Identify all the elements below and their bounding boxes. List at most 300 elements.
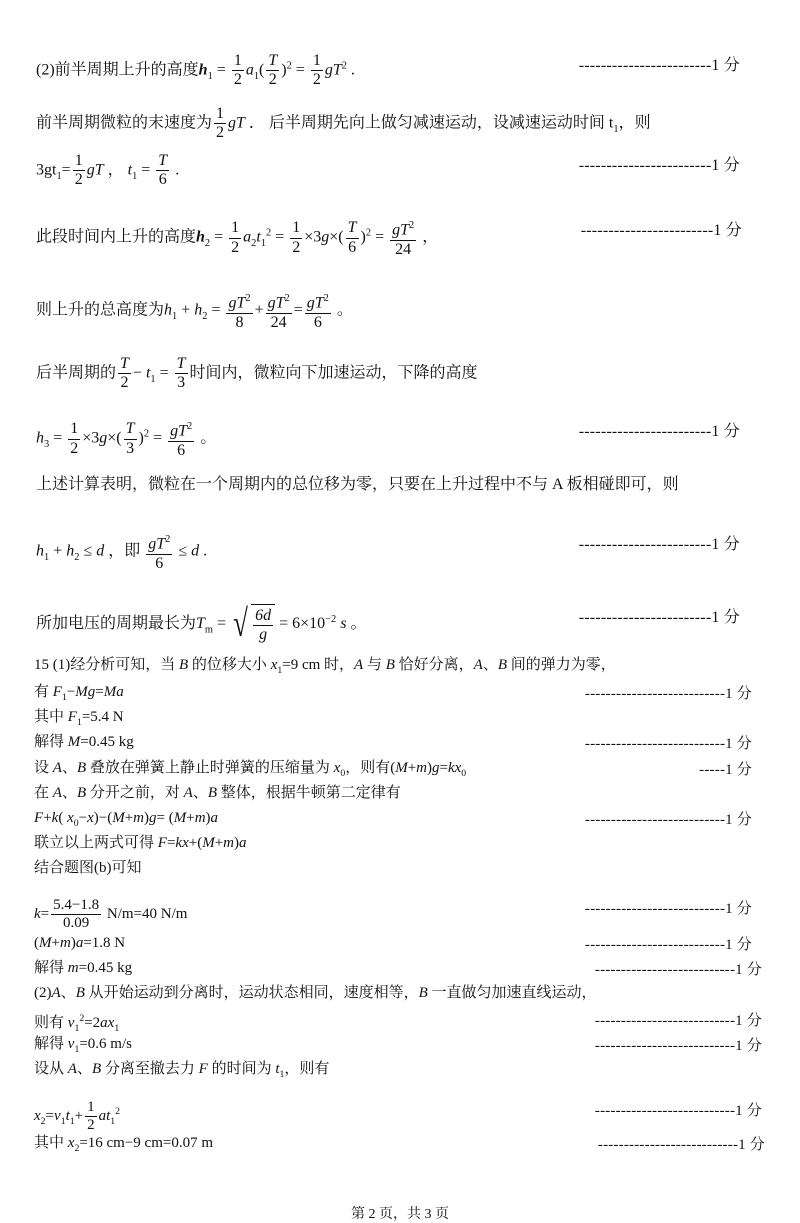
math-var: a — [210, 810, 219, 826]
page-footer: 第 2 页，共 3 页 — [351, 1207, 449, 1222]
math-var: x — [87, 810, 94, 826]
text-run: 24 — [270, 313, 287, 331]
score-mark: ---------------------------1 分 — [584, 736, 752, 752]
denominator — [311, 71, 323, 89]
fraction — [146, 531, 172, 573]
text-run: 结合题图(b)可知 — [34, 860, 142, 876]
text-run: 2 — [233, 71, 242, 89]
text-run: ) — [427, 760, 432, 776]
math-var: gT — [170, 422, 187, 440]
denominator — [267, 71, 279, 89]
text-run: = — [137, 161, 155, 179]
text-run: ，即 — [104, 542, 145, 560]
math-var: m — [194, 810, 206, 826]
score-mark: ---------------------------1 分 — [584, 686, 752, 702]
text-run: 5.4−1.8 — [53, 897, 100, 913]
superscript: 2 — [323, 293, 329, 304]
text-run: 其中 — [34, 709, 68, 725]
math-var: m — [133, 810, 145, 826]
solution-line — [36, 52, 355, 90]
text-run: 2 — [312, 71, 321, 89]
text-run: =1.8 N — [83, 935, 126, 951]
math-var: x — [270, 657, 278, 673]
subscript: 1 — [253, 70, 260, 82]
subscript: 1 — [207, 70, 213, 82]
superscript: 2 — [79, 1013, 85, 1024]
text-run: = ( — [156, 810, 174, 826]
subscript: m — [204, 624, 214, 636]
subscript: 1 — [74, 1023, 80, 1034]
math-var: at — [98, 1108, 111, 1125]
subscript: 2 — [40, 1116, 46, 1128]
score-mark: ---------------------------1 分 — [594, 962, 762, 978]
subscript: 2 — [251, 237, 257, 249]
fraction — [68, 420, 80, 458]
text-run: 分离至撤去力 — [101, 1061, 199, 1077]
text-run: = 6×10 — [275, 615, 326, 633]
text-run: =5.4 N — [81, 709, 124, 725]
math-var: d — [96, 542, 105, 560]
superscript: 2 — [409, 220, 415, 231]
subscript: 0 — [73, 818, 79, 829]
solution-line — [34, 783, 401, 803]
math-var: B — [497, 657, 508, 673]
numerator — [214, 105, 226, 124]
score-mark: ---------------------------1 分 — [584, 901, 752, 917]
numerator — [305, 290, 331, 314]
text-run: (2)前半周期上升的高度 — [36, 61, 199, 79]
text-run: 15 (1)经分析可知，当 — [34, 657, 179, 673]
score-mark: ---------------------------1 分 — [584, 937, 752, 953]
superscript: 2 — [245, 293, 251, 304]
math-var: F — [198, 1061, 208, 1077]
text-run: 2 — [70, 439, 79, 457]
fraction — [175, 355, 188, 393]
math-var: t — [145, 364, 151, 382]
text-run: 8 — [235, 313, 244, 331]
text-run: 分开之前，对 — [86, 785, 184, 801]
text-run: 2 — [74, 171, 83, 189]
subscript: 1 — [260, 237, 267, 249]
math-var: t — [127, 161, 133, 179]
text-run: 、 — [60, 985, 76, 1001]
text-run: + — [43, 810, 52, 826]
math-var: B — [385, 657, 395, 673]
text-run: 、 — [61, 785, 77, 801]
text-run: = — [213, 615, 231, 633]
numerator — [51, 897, 101, 915]
subscript: 1 — [61, 692, 67, 703]
text-run: 2 — [231, 238, 240, 256]
math-var: T — [347, 219, 357, 237]
numerator — [229, 219, 241, 238]
math-var: T — [268, 52, 278, 69]
solution-line — [36, 531, 207, 573]
math-var: a — [243, 228, 252, 246]
numerator — [290, 219, 302, 238]
math-var: 6d — [255, 607, 272, 624]
solution-line — [34, 897, 187, 933]
text-run: = — [49, 429, 67, 447]
text-run: 1 — [233, 52, 242, 69]
text-run: + — [254, 301, 264, 319]
text-run: 解得 — [34, 960, 68, 976]
text-run: 后半周期的 — [36, 364, 117, 382]
math-var: T — [176, 355, 186, 372]
math-var: v — [67, 1015, 75, 1031]
score-mark: ---------------------------1 分 — [594, 1013, 762, 1029]
text-run: 的位移大小 — [188, 657, 271, 673]
numerator — [226, 290, 252, 314]
text-run: ，则有 — [284, 1061, 330, 1077]
fraction — [73, 152, 85, 190]
denominator — [229, 239, 241, 257]
score-mark: ---------------------------1 分 — [584, 812, 752, 828]
text-run: ×( — [329, 228, 344, 246]
numerator — [311, 52, 323, 71]
text-run: 、 — [61, 760, 77, 776]
text-run: = — [371, 228, 389, 246]
solution-line — [34, 1133, 213, 1159]
numerator — [253, 607, 273, 626]
math-var: k — [51, 810, 59, 826]
denominator — [214, 124, 226, 142]
math-var: T — [196, 615, 205, 633]
subscript: 2 — [74, 551, 80, 563]
text-run: ( — [58, 810, 68, 826]
fraction — [168, 418, 194, 460]
text-run: 1 — [231, 219, 240, 237]
math-var: d — [191, 542, 200, 560]
text-run: ， — [103, 161, 128, 179]
superscript: 2 — [286, 60, 292, 72]
solution-line — [36, 105, 651, 143]
solution-line — [34, 833, 247, 853]
math-var: a — [239, 835, 247, 851]
text-run: = — [293, 301, 303, 319]
solution-line — [36, 217, 438, 259]
text-run: + — [214, 835, 224, 851]
subscript: 2 — [204, 237, 211, 249]
text-run: = — [149, 429, 167, 447]
denominator — [85, 1117, 97, 1134]
text-run: . — [171, 161, 180, 179]
math-var: M — [67, 734, 81, 750]
numerator — [168, 418, 194, 442]
math-var: A — [51, 985, 61, 1001]
fraction — [124, 420, 137, 458]
math-var: kx — [447, 760, 462, 776]
denominator — [393, 241, 413, 259]
text-run: 时间内，微粒向下加速运动，下降的高度 — [189, 364, 478, 382]
fraction — [232, 52, 244, 90]
text-run: − — [66, 684, 76, 700]
math-var: B — [179, 657, 189, 673]
math-var: gT — [148, 535, 166, 553]
text-run: 、 — [482, 657, 498, 673]
math-var: v — [54, 1108, 61, 1125]
math-var: t — [65, 1108, 70, 1125]
text-run: 1 — [216, 105, 225, 122]
fraction — [214, 105, 226, 143]
text-run: ) — [144, 810, 150, 826]
numerator — [118, 355, 131, 374]
solution-line — [34, 983, 597, 1003]
math-var: h — [36, 542, 44, 560]
math-var: g — [149, 810, 157, 826]
math-var: h — [198, 61, 208, 79]
subscript: 1 — [172, 310, 178, 322]
text-run: 所加电压的周期最长为 — [36, 615, 197, 633]
text-run: ≤ — [79, 542, 97, 560]
text-run: = — [291, 61, 309, 79]
denominator — [346, 239, 358, 257]
text-run: = — [40, 906, 50, 923]
numerator — [85, 1099, 97, 1117]
text-run: 2 — [120, 374, 129, 392]
numerator — [146, 531, 172, 555]
radicand — [251, 604, 275, 645]
text-run: ) — [360, 228, 366, 246]
denominator — [118, 374, 130, 392]
text-run: ) — [138, 429, 144, 447]
denominator — [175, 374, 187, 392]
math-var: F — [157, 835, 167, 851]
score-mark: -----1 分 — [699, 762, 752, 778]
fraction — [229, 219, 241, 257]
math-var: A — [67, 1061, 77, 1077]
math-var: A — [52, 785, 62, 801]
denominator — [290, 239, 302, 257]
math-var: t — [256, 228, 261, 246]
math-var: x — [34, 1108, 41, 1125]
solution-line — [36, 475, 679, 495]
math-var: A — [354, 657, 364, 673]
denominator — [73, 171, 85, 189]
math-var: B — [91, 1061, 102, 1077]
fraction — [156, 152, 169, 190]
text-run: 1 — [87, 1099, 95, 1115]
text-run: . — [346, 61, 355, 79]
text-run: 。 — [346, 615, 367, 633]
solution-line — [36, 152, 179, 190]
text-run: + — [186, 810, 195, 826]
math-var: m — [416, 760, 427, 776]
fraction — [51, 897, 101, 933]
math-var: m — [223, 835, 235, 851]
text-run: + — [177, 301, 195, 319]
score-mark: ------------------------1 分 — [578, 536, 740, 553]
math-var: h — [36, 429, 44, 447]
math-var: g — [321, 228, 330, 246]
numerator — [232, 52, 244, 71]
score-mark: ------------------------1 分 — [580, 222, 742, 239]
math-var: gT — [324, 61, 342, 79]
math-var: M — [395, 760, 408, 776]
subscript: 1 — [74, 1044, 80, 1055]
subscript: 3 — [44, 438, 50, 450]
math-var: B — [76, 760, 87, 776]
text-run: − — [78, 810, 88, 826]
fraction — [118, 355, 131, 393]
score-mark: ------------------------1 分 — [578, 423, 740, 440]
text-run: 1 — [292, 219, 301, 237]
text-run: 6 — [177, 441, 186, 459]
text-run: 上述计算表明，微粒在一个周期内的总位移为零，只要在上升过程中不与 A 板相碰即可，则 — [36, 476, 679, 493]
fraction — [346, 219, 359, 257]
subscript: 1 — [69, 1116, 75, 1128]
text-run: 设 — [34, 760, 53, 776]
text-run: = — [207, 301, 225, 319]
text-run: + — [49, 542, 67, 560]
solution-line — [36, 355, 478, 393]
math-var: A — [52, 760, 62, 776]
solution-line — [34, 655, 616, 681]
text-run: =16 cm−9 cm=0.07 m — [79, 1135, 214, 1151]
text-run: . — [199, 542, 208, 560]
numerator — [390, 217, 416, 241]
subscript: 1 — [56, 170, 62, 182]
solution-line — [34, 732, 134, 752]
score-mark: ------------------------1 分 — [578, 157, 740, 174]
superscript: 2 — [341, 60, 347, 72]
text-run: 与 — [363, 657, 386, 673]
superscript: 2 — [165, 534, 171, 545]
superscript: 2 — [115, 1106, 120, 1118]
text-run: ×3 — [82, 429, 100, 447]
math-var: g — [432, 760, 440, 776]
text-run: 其中 — [34, 1135, 68, 1151]
denominator — [257, 626, 269, 644]
text-run: 2 — [292, 238, 301, 256]
text-run: + — [51, 935, 60, 951]
text-run: =2 — [84, 1015, 101, 1031]
math-var: h — [164, 301, 173, 319]
fraction — [390, 217, 416, 259]
text-run: = — [271, 228, 289, 246]
solution-line — [34, 808, 218, 834]
subscript: 1 — [150, 373, 156, 385]
math-var: B — [75, 985, 85, 1001]
text-run: 2 — [268, 71, 277, 89]
math-var: h — [66, 542, 75, 560]
text-run: + — [407, 760, 417, 776]
denominator — [61, 915, 91, 932]
math-var: x — [333, 760, 341, 776]
text-run: 6 — [155, 554, 164, 572]
math-var: gT — [86, 161, 104, 179]
numerator — [266, 290, 292, 314]
text-run: =0.6 m/s — [79, 1036, 132, 1052]
denominator — [234, 314, 246, 332]
text-run: 、 — [192, 785, 208, 801]
text-run: = — [166, 835, 176, 851]
text-run: =0.45 kg — [80, 734, 134, 750]
superscript: 2 — [187, 421, 193, 432]
denominator — [157, 171, 169, 189]
denominator — [269, 314, 289, 332]
text-run: ( — [259, 61, 265, 79]
text-run: 在 — [34, 785, 53, 801]
text-run: 的时间为 — [207, 1061, 276, 1077]
text-run: ) — [234, 835, 240, 851]
text-run: 整体，根据牛顿第二定律有 — [217, 785, 401, 801]
solution-line — [34, 682, 124, 708]
text-run: 2 — [87, 1117, 95, 1134]
text-run: ×3 — [304, 228, 322, 246]
solution-line — [34, 933, 125, 953]
math-var: gT — [228, 294, 246, 312]
solution-line — [36, 604, 366, 645]
subscript: 1 — [76, 717, 82, 728]
numerator — [156, 152, 169, 171]
subscript: 1 — [60, 1116, 66, 1128]
fraction — [253, 607, 273, 645]
score-mark: ---------------------------1 分 — [594, 1038, 762, 1054]
math-var: M — [173, 810, 187, 826]
solution-line — [36, 418, 216, 460]
text-run: 3gt — [36, 161, 57, 179]
math-var: g — [259, 626, 268, 644]
denominator — [153, 555, 165, 573]
score-mark: ------------------------1 分 — [578, 57, 740, 74]
text-run: = — [155, 364, 173, 382]
math-var: t — [275, 1061, 280, 1077]
superscript: −2 — [325, 613, 337, 625]
math-var: a — [75, 935, 84, 951]
text-run: = — [212, 61, 230, 79]
subscript: 1 — [279, 1069, 285, 1080]
solution-line — [34, 958, 132, 978]
text-run: ． 后半周期先向上做匀减速运动，设减速运动时间 t — [244, 114, 614, 132]
text-run: 前半周期微粒的末速度为 — [36, 114, 213, 132]
math-var: B — [207, 785, 217, 801]
text-run: = — [61, 161, 71, 179]
text-run: 则有 — [34, 1015, 68, 1031]
math-var: h — [196, 228, 205, 246]
text-run: (2) — [34, 985, 52, 1001]
text-run: 有 — [34, 684, 53, 700]
solution-line — [34, 1099, 120, 1135]
math-var: a — [245, 61, 254, 79]
math-var: B — [418, 985, 428, 1001]
text-run: 3 — [126, 439, 135, 457]
math-var: m — [67, 960, 79, 976]
text-run: 1 — [74, 152, 83, 169]
math-var: F — [52, 684, 62, 700]
math-var: A — [183, 785, 193, 801]
text-run: = — [45, 1108, 55, 1125]
math-var: A — [473, 657, 483, 673]
text-run: − — [132, 364, 146, 382]
math-var: v — [67, 1036, 75, 1052]
subscript: 1 — [277, 665, 283, 676]
text-run: ，则 — [618, 114, 651, 132]
subscript: 1 — [613, 123, 619, 135]
score-mark: ---------------------------1 分 — [594, 1103, 762, 1119]
text-run: 1 — [312, 52, 321, 69]
text-run: 24 — [395, 240, 412, 258]
text-run: 此段时间内上升的高度 — [36, 228, 197, 246]
math-var: x — [67, 1135, 75, 1151]
text-run: 3 — [177, 374, 186, 392]
text-run: = — [95, 684, 104, 700]
math-var: s — [340, 615, 347, 633]
text-run: )−( — [93, 810, 113, 826]
math-var: T — [120, 355, 129, 372]
text-run: +( — [188, 835, 203, 851]
math-var: m — [59, 935, 71, 951]
